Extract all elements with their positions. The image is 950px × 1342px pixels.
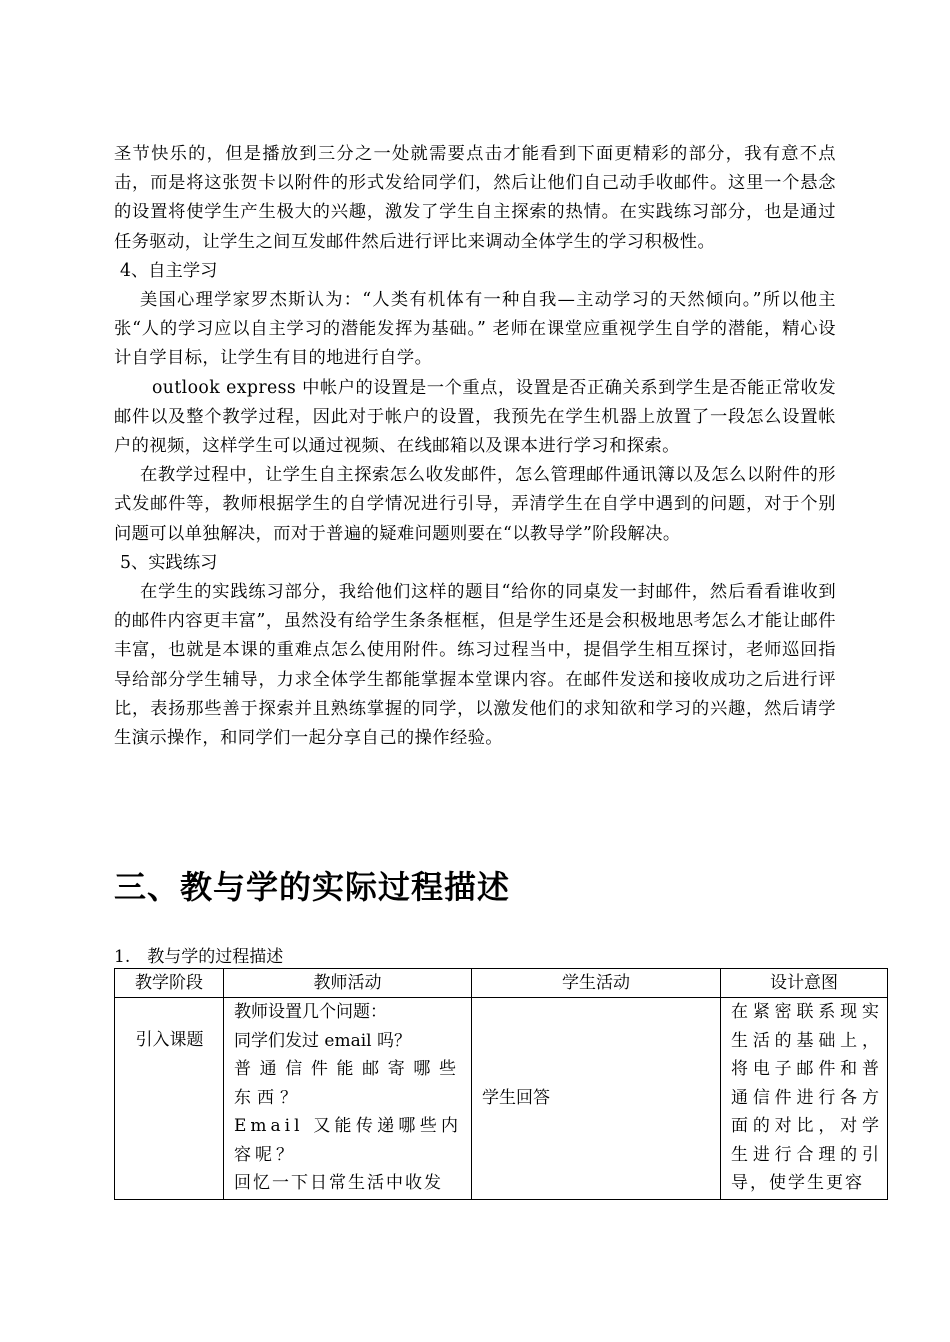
section-5-paragraph-1: 在学生的实践练习部分，我给他们这样的题目“给你的同桌发一封邮件，然后看看谁收到的邮件内容更丰富”，虽然没有给学生条条框框，但是学生还是会积极地思考怎么才能让邮件丰富，也就是本课的重难点怎么使用附件。练习过程当中，提倡学生相互探讨，老师巡回指导给部分学生辅导，力求全体学生都能掌握本堂课内容。在邮件发送和接收成功之后进行评比，表扬那些善于探索并且熟练掌握的同学，以激发他们的求知欲和学习的兴趣，然后请学生演示操作，和同学们一起分享自己的操作经验。 [114,582,836,749]
cell-design-intent: 在紧密联系现实生活的基础上，将电子邮件和普通信件进行各方面的对比，对学生进行合理的引导，使学生更容 [721,998,888,1200]
teacher-line: 普通信件能邮寄哪些东西？ [234,1059,462,1108]
section-5-title: 5、实践练习 [120,552,218,573]
table-row [115,998,888,1200]
header-design-intent: 设计意图 [721,969,888,998]
teacher-line: 回忆一下日常生活中收发 [234,1173,443,1193]
document-body [114,140,836,753]
cell-teacher-activity [224,998,472,1200]
header-student-activity: 学生活动 [472,969,721,998]
table-title: 1. 教与学的过程描述 [114,947,284,967]
section-heading: 三、教与学的实际过程描述 [114,868,511,906]
teacher-line: Email 又能传递哪些内容呢？ [234,1116,462,1165]
teacher-line: 教师设置几个问题： [234,1002,387,1022]
section-4-paragraph-1: 美国心理学家罗杰斯认为：“人类有机体有一种自我—主动学习的天然倾向。”所以他主张“人的学习应以自主学习的潜能发挥为基础。” 老师在课堂应重视学生自学的潜能，精心设计自学目标，让学生有目的地进行自学。 [114,290,836,369]
header-teacher-activity: 教师活动 [224,969,472,998]
table-header-row [115,969,888,998]
header-stage: 教学阶段 [115,969,224,998]
cell-student-activity: 学生回答 [472,998,721,1200]
teacher-line: 同学们发过 email 吗？ [234,1030,411,1051]
section-4-paragraph-3: 在教学过程中，让学生自主探索怎么收发邮件，怎么管理邮件通讯簿以及怎么以附件的形式发邮件等，教师根据学生的自学情况进行引导，弄清学生在自学中遇到的问题，对于个别问题可以单独解决，而对于普遍的疑难问题则要在“以教导学”阶段解决。 [114,465,836,544]
section-4-paragraph-2: outlook express 中帐户的设置是一个重点，设置是否正确关系到学生是否能正常收发邮件以及整个教学过程，因此对于帐户的设置，我预先在学生机器上放置了一段怎么设置帐户的视频，这样学生可以通过视频、在线邮箱以及课本进行学习和探索。 [114,377,836,457]
paragraph-intro: 圣节快乐的，但是播放到三分之一处就需要点击才能看到下面更精彩的部分，我有意不点击，而是将这张贺卡以附件的形式发给同学们，然后让他们自己动手收邮件。这里一个悬念的设置将使学生产生极大的兴趣，激发了学生自主探索的热情。在实践练习部分，也是通过任务驱动，让学生之间互发邮件然后进行评比来调动全体学生的学习积极性。 [114,144,836,252]
process-table [114,968,888,1200]
cell-stage: 引入课题 [115,998,224,1200]
section-4-title: 4、自主学习 [120,260,218,281]
